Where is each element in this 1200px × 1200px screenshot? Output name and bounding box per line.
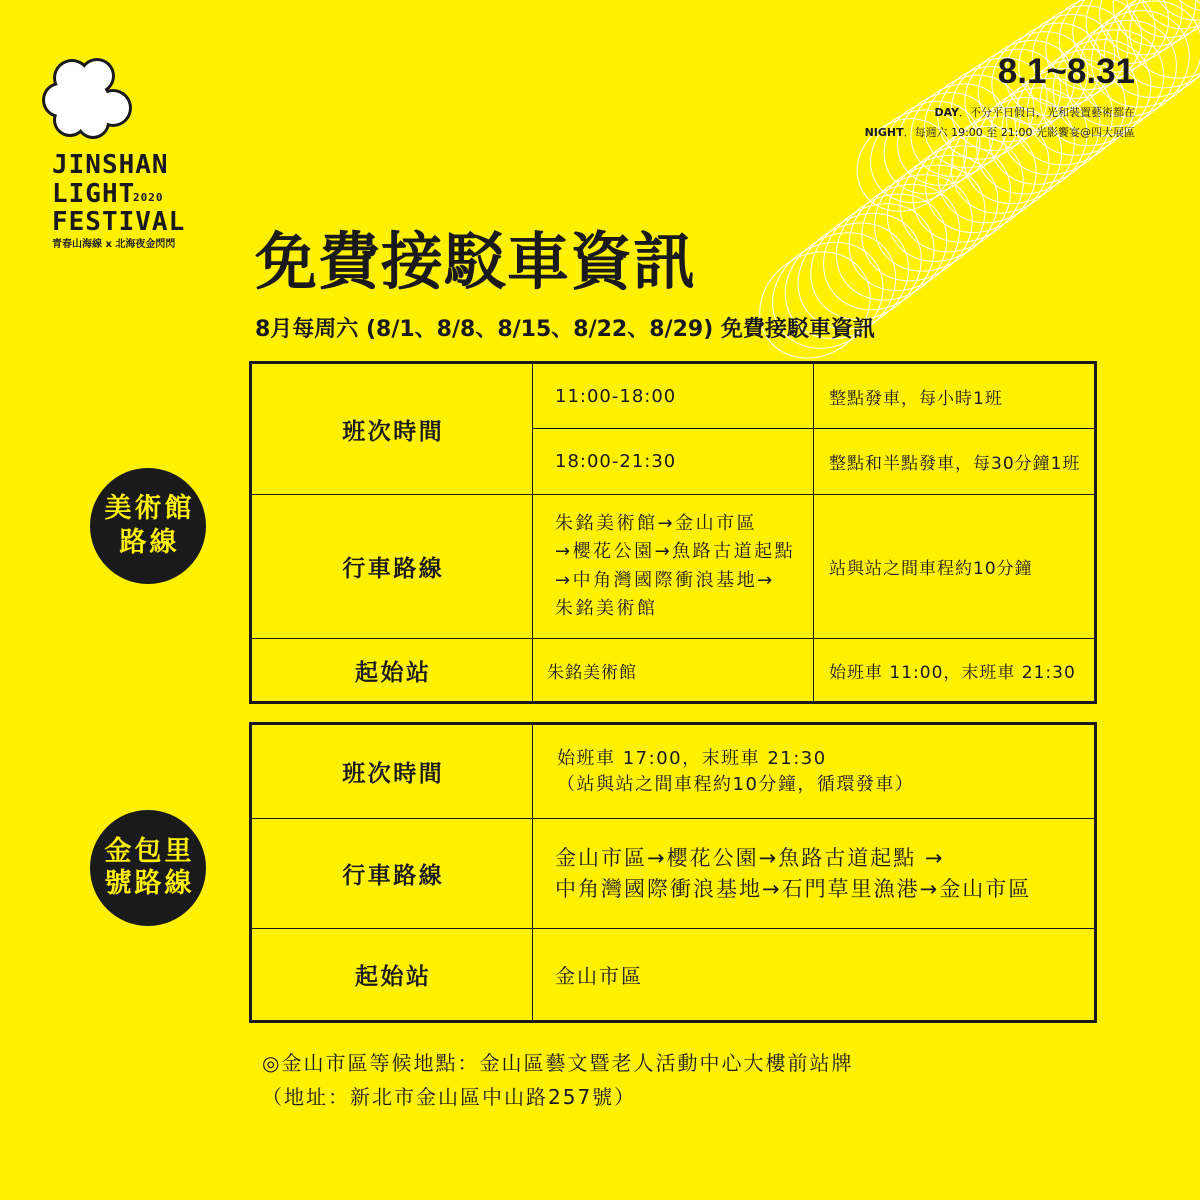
schedule-text: 始班車 17:00，末班車 21:30 （站與站之間車程約10分鐘，循環發車） [533, 724, 1096, 819]
logo-year: 2020 [133, 191, 164, 204]
logo-tagline: 青春山海線 x 北海夜金閃閃 [52, 239, 176, 250]
route-stops: 朱銘美術館→金山市區 →櫻花公園→魚路古道起點 →中角灣國際衝浪基地→ 朱銘美術館 [533, 495, 814, 639]
schedule-note: 整點發車，每小時1班 [814, 363, 1096, 429]
night-label: NIGHT [864, 126, 904, 139]
schedule-label: 班次時間 [251, 363, 533, 495]
page-title: 免費接駁車資訊 [255, 225, 697, 298]
start-station-label: 起始站 [251, 929, 533, 1022]
start-station: 朱銘美術館 [533, 639, 814, 703]
table-row [251, 495, 1096, 639]
logo-word-jinshan: JINSHAN [52, 150, 169, 180]
route-stops: 金山市區→櫻花公園→魚路古道起點 → 中角灣國際衝浪基地→石門草里漁港→金山市區 [533, 819, 1096, 929]
night-info [865, 125, 1135, 141]
route-label: 行車路線 [251, 819, 533, 929]
badge-line: 路線 [119, 527, 180, 558]
day-label: DAY [934, 106, 959, 119]
table-row [251, 724, 1096, 819]
logo-word-light: LIGHT [52, 179, 136, 209]
waiting-location-note: ◎金山市區等候地點：金山區藝文暨老人活動中心大樓前站牌 [262, 1051, 854, 1075]
route-label: 行車路線 [251, 495, 533, 639]
start-station-label: 起始站 [251, 639, 533, 703]
cloud-icon [40, 55, 140, 145]
route-note: 站與站之間車程約10分鐘 [814, 495, 1096, 639]
schedule-note: 整點和半點發車，每30分鐘1班 [814, 429, 1096, 495]
day-info [934, 105, 1135, 121]
table-row [251, 929, 1096, 1022]
table-row [251, 639, 1096, 703]
badge-line: 號路線 [104, 868, 195, 899]
event-date-range: 8.1~8.31 [997, 52, 1135, 91]
night-text: ．每週六 19:00 至 21:00 光影饗宴@四大展區 [903, 126, 1135, 139]
museum-route-badge [90, 468, 206, 584]
badge-line: 美術館 [104, 493, 195, 524]
schedule-label: 班次時間 [251, 724, 533, 819]
jinbaoli-route-table [249, 722, 1097, 1023]
start-station: 金山市區 [533, 929, 1096, 1022]
address-note: （地址：新北市金山區中山路257號） [262, 1085, 637, 1109]
start-station-note: 始班車 11:00，末班車 21:30 [814, 639, 1096, 703]
jinbaoli-route-badge [90, 810, 206, 926]
museum-route-table [249, 361, 1097, 704]
table-row [251, 819, 1096, 929]
day-text: ．不分平日假日，光和裝置藝術都在 [959, 106, 1135, 119]
logo-word-festival: FESTIVAL [52, 207, 186, 237]
badge-line: 金包里 [104, 836, 195, 867]
schedule-time: 11:00-18:00 [533, 363, 814, 429]
table-row [251, 363, 1096, 429]
schedule-time: 18:00-21:30 [533, 429, 814, 495]
page-subtitle: 8月每周六 (8/1、8/8、8/15、8/22、8/29) 免費接駁車資訊 [255, 317, 875, 342]
